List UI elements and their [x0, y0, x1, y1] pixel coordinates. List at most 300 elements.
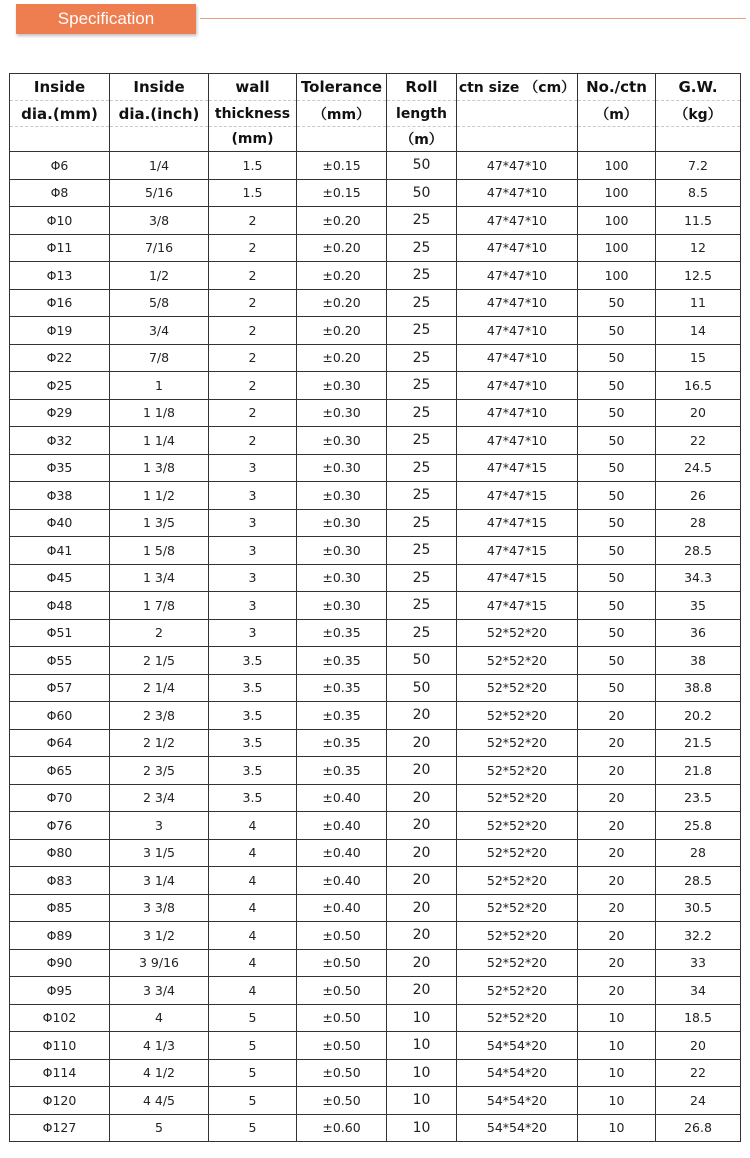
inside-dia-mm-cell: Φ110 — [10, 1032, 110, 1060]
wall-thickness-cell: 2 — [209, 344, 297, 372]
wall-thickness-cell: 3.5 — [209, 784, 297, 812]
wall-thickness-cell: 3 — [209, 509, 297, 537]
wall-thickness-cell: 5 — [209, 1087, 297, 1115]
roll-length-cell: 25 — [387, 537, 457, 565]
header-cell — [457, 127, 578, 152]
wall-thickness-cell: 3.5 — [209, 757, 297, 785]
quantity-per-carton-cell: 50 — [578, 399, 656, 427]
tolerance-cell: ±0.20 — [297, 317, 387, 345]
quantity-per-carton-cell: 50 — [578, 427, 656, 455]
header-cell: Inside — [10, 74, 110, 101]
roll-length-cell: 20 — [387, 949, 457, 977]
header-cell: G.W. — [656, 74, 741, 101]
header-cell — [656, 127, 741, 152]
table-row — [10, 482, 741, 510]
gross-weight-cell: 33 — [656, 949, 741, 977]
carton-size-cell: 52*52*20 — [457, 949, 578, 977]
gross-weight-cell: 16.5 — [656, 372, 741, 400]
carton-size-cell: 52*52*20 — [457, 1004, 578, 1032]
table-row — [10, 289, 741, 317]
carton-size-cell: 54*54*20 — [457, 1087, 578, 1115]
carton-size-cell: 47*47*15 — [457, 509, 578, 537]
carton-size-cell: 52*52*20 — [457, 812, 578, 840]
quantity-per-carton-cell: 100 — [578, 179, 656, 207]
wall-thickness-cell: 2 — [209, 262, 297, 290]
quantity-per-carton-cell: 20 — [578, 949, 656, 977]
gross-weight-cell: 38.8 — [656, 674, 741, 702]
header-cell — [457, 101, 578, 127]
inside-dia-mm-cell: Φ89 — [10, 922, 110, 950]
tolerance-cell: ±0.20 — [297, 344, 387, 372]
tolerance-cell: ±0.35 — [297, 757, 387, 785]
inside-dia-inch-cell: 1 3/8 — [110, 454, 209, 482]
carton-size-cell: 47*47*10 — [457, 372, 578, 400]
header-cell: （kg） — [656, 101, 741, 127]
carton-size-cell: 47*47*15 — [457, 564, 578, 592]
roll-length-cell: 20 — [387, 729, 457, 757]
carton-size-cell: 52*52*20 — [457, 757, 578, 785]
table-row — [10, 922, 741, 950]
header-cell — [297, 127, 387, 152]
inside-dia-mm-cell: Φ32 — [10, 427, 110, 455]
table-row — [10, 1114, 741, 1142]
tolerance-cell: ±0.30 — [297, 509, 387, 537]
inside-dia-mm-cell: Φ13 — [10, 262, 110, 290]
roll-length-cell: 25 — [387, 564, 457, 592]
wall-thickness-cell: 2 — [209, 234, 297, 262]
header-cell: length — [387, 101, 457, 127]
roll-length-cell: 50 — [387, 647, 457, 675]
header-cell: No./ctn — [578, 74, 656, 101]
tolerance-cell: ±0.40 — [297, 812, 387, 840]
carton-size-cell: 47*47*10 — [457, 262, 578, 290]
inside-dia-inch-cell: 4 1/3 — [110, 1032, 209, 1060]
header-cell: dia.(inch) — [110, 101, 209, 127]
tolerance-cell: ±0.20 — [297, 262, 387, 290]
roll-length-cell: 20 — [387, 867, 457, 895]
inside-dia-inch-cell: 2 1/2 — [110, 729, 209, 757]
gross-weight-cell: 23.5 — [656, 784, 741, 812]
carton-size-cell: 47*47*15 — [457, 537, 578, 565]
header-row-3 — [10, 127, 741, 152]
inside-dia-inch-cell: 2 3/4 — [110, 784, 209, 812]
roll-length-cell: 25 — [387, 619, 457, 647]
table-row — [10, 1087, 741, 1115]
wall-thickness-cell: 2 — [209, 207, 297, 235]
inside-dia-inch-cell: 2 3/8 — [110, 702, 209, 730]
inside-dia-inch-cell: 3 9/16 — [110, 949, 209, 977]
tolerance-cell: ±0.40 — [297, 867, 387, 895]
wall-thickness-cell: 2 — [209, 372, 297, 400]
inside-dia-inch-cell: 2 — [110, 619, 209, 647]
tolerance-cell: ±0.50 — [297, 977, 387, 1005]
tolerance-cell: ±0.50 — [297, 1004, 387, 1032]
roll-length-cell: 20 — [387, 922, 457, 950]
quantity-per-carton-cell: 100 — [578, 234, 656, 262]
gross-weight-cell: 14 — [656, 317, 741, 345]
gross-weight-cell: 7.2 — [656, 152, 741, 180]
header-cell: (mm) — [209, 127, 297, 152]
tolerance-cell: ±0.50 — [297, 1087, 387, 1115]
tolerance-cell: ±0.30 — [297, 482, 387, 510]
wall-thickness-cell: 4 — [209, 949, 297, 977]
inside-dia-inch-cell: 4 — [110, 1004, 209, 1032]
quantity-per-carton-cell: 20 — [578, 839, 656, 867]
spec-table — [9, 73, 741, 1142]
inside-dia-mm-cell: Φ60 — [10, 702, 110, 730]
inside-dia-mm-cell: Φ95 — [10, 977, 110, 1005]
gross-weight-cell: 22 — [656, 1059, 741, 1087]
quantity-per-carton-cell: 20 — [578, 729, 656, 757]
inside-dia-mm-cell: Φ57 — [10, 674, 110, 702]
inside-dia-mm-cell: Φ90 — [10, 949, 110, 977]
title-divider — [200, 18, 746, 19]
table-row — [10, 592, 741, 620]
inside-dia-mm-cell: Φ38 — [10, 482, 110, 510]
wall-thickness-cell: 2 — [209, 289, 297, 317]
gross-weight-cell: 28 — [656, 839, 741, 867]
inside-dia-mm-cell: Φ41 — [10, 537, 110, 565]
tolerance-cell: ±0.30 — [297, 564, 387, 592]
inside-dia-inch-cell: 7/16 — [110, 234, 209, 262]
tolerance-cell: ±0.20 — [297, 234, 387, 262]
gross-weight-cell: 26.8 — [656, 1114, 741, 1142]
header-cell: （m） — [387, 127, 457, 152]
inside-dia-mm-cell: Φ16 — [10, 289, 110, 317]
inside-dia-mm-cell: Φ48 — [10, 592, 110, 620]
table-row — [10, 894, 741, 922]
quantity-per-carton-cell: 20 — [578, 894, 656, 922]
quantity-per-carton-cell: 50 — [578, 289, 656, 317]
gross-weight-cell: 20 — [656, 399, 741, 427]
inside-dia-inch-cell: 1 3/5 — [110, 509, 209, 537]
wall-thickness-cell: 3 — [209, 537, 297, 565]
quantity-per-carton-cell: 50 — [578, 674, 656, 702]
inside-dia-mm-cell: Φ45 — [10, 564, 110, 592]
wall-thickness-cell: 3.5 — [209, 729, 297, 757]
wall-thickness-cell: 4 — [209, 839, 297, 867]
carton-size-cell: 47*47*10 — [457, 344, 578, 372]
carton-size-cell: 47*47*10 — [457, 289, 578, 317]
header-cell: Tolerance — [297, 74, 387, 101]
carton-size-cell: 52*52*20 — [457, 702, 578, 730]
inside-dia-mm-cell: Φ19 — [10, 317, 110, 345]
inside-dia-inch-cell: 5/16 — [110, 179, 209, 207]
gross-weight-cell: 12 — [656, 234, 741, 262]
inside-dia-mm-cell: Φ22 — [10, 344, 110, 372]
quantity-per-carton-cell: 10 — [578, 1032, 656, 1060]
table-row — [10, 317, 741, 345]
inside-dia-inch-cell: 1 1/2 — [110, 482, 209, 510]
specification-tab: Specification — [16, 4, 196, 34]
table-row — [10, 207, 741, 235]
inside-dia-inch-cell: 1 3/4 — [110, 564, 209, 592]
inside-dia-mm-cell: Φ127 — [10, 1114, 110, 1142]
inside-dia-mm-cell: Φ83 — [10, 867, 110, 895]
table-row — [10, 509, 741, 537]
wall-thickness-cell: 3 — [209, 454, 297, 482]
inside-dia-inch-cell: 1 — [110, 372, 209, 400]
table-row — [10, 674, 741, 702]
table-row — [10, 812, 741, 840]
wall-thickness-cell: 2 — [209, 427, 297, 455]
header-cell: dia.(mm) — [10, 101, 110, 127]
carton-size-cell: 47*47*10 — [457, 427, 578, 455]
inside-dia-mm-cell: Φ11 — [10, 234, 110, 262]
inside-dia-mm-cell: Φ8 — [10, 179, 110, 207]
tolerance-cell: ±0.35 — [297, 619, 387, 647]
inside-dia-inch-cell: 3 1/5 — [110, 839, 209, 867]
inside-dia-inch-cell: 2 1/5 — [110, 647, 209, 675]
tolerance-cell: ±0.35 — [297, 702, 387, 730]
roll-length-cell: 25 — [387, 234, 457, 262]
inside-dia-inch-cell: 5/8 — [110, 289, 209, 317]
roll-length-cell: 25 — [387, 509, 457, 537]
tolerance-cell: ±0.30 — [297, 427, 387, 455]
inside-dia-mm-cell: Φ120 — [10, 1087, 110, 1115]
carton-size-cell: 52*52*20 — [457, 977, 578, 1005]
inside-dia-inch-cell: 2 3/5 — [110, 757, 209, 785]
header-cell: （m） — [578, 101, 656, 127]
roll-length-cell: 25 — [387, 427, 457, 455]
wall-thickness-cell: 2 — [209, 317, 297, 345]
inside-dia-inch-cell: 4 1/2 — [110, 1059, 209, 1087]
carton-size-cell: 52*52*20 — [457, 729, 578, 757]
carton-size-cell: 52*52*20 — [457, 867, 578, 895]
wall-thickness-cell: 5 — [209, 1059, 297, 1087]
quantity-per-carton-cell: 50 — [578, 647, 656, 675]
tolerance-cell: ±0.30 — [297, 537, 387, 565]
header-cell: Inside — [110, 74, 209, 101]
gross-weight-cell: 11 — [656, 289, 741, 317]
quantity-per-carton-cell: 20 — [578, 757, 656, 785]
roll-length-cell: 25 — [387, 454, 457, 482]
roll-length-cell: 10 — [387, 1004, 457, 1032]
carton-size-cell: 52*52*20 — [457, 784, 578, 812]
quantity-per-carton-cell: 20 — [578, 922, 656, 950]
tolerance-cell: ±0.60 — [297, 1114, 387, 1142]
gross-weight-cell: 21.8 — [656, 757, 741, 785]
carton-size-cell: 52*52*20 — [457, 647, 578, 675]
inside-dia-mm-cell: Φ55 — [10, 647, 110, 675]
table-row — [10, 537, 741, 565]
quantity-per-carton-cell: 50 — [578, 509, 656, 537]
wall-thickness-cell: 3.5 — [209, 647, 297, 675]
carton-size-cell: 47*47*10 — [457, 152, 578, 180]
tolerance-cell: ±0.30 — [297, 399, 387, 427]
roll-length-cell: 20 — [387, 977, 457, 1005]
inside-dia-mm-cell: Φ64 — [10, 729, 110, 757]
gross-weight-cell: 28.5 — [656, 867, 741, 895]
wall-thickness-cell: 2 — [209, 399, 297, 427]
header-cell: thickness — [209, 101, 297, 127]
table-row — [10, 867, 741, 895]
roll-length-cell: 50 — [387, 179, 457, 207]
carton-size-cell: 47*47*10 — [457, 179, 578, 207]
carton-size-cell: 54*54*20 — [457, 1114, 578, 1142]
wall-thickness-cell: 5 — [209, 1114, 297, 1142]
inside-dia-inch-cell: 3 3/4 — [110, 977, 209, 1005]
roll-length-cell: 25 — [387, 372, 457, 400]
gross-weight-cell: 36 — [656, 619, 741, 647]
wall-thickness-cell: 4 — [209, 922, 297, 950]
roll-length-cell: 25 — [387, 289, 457, 317]
header-cell: ctn size （cm） — [457, 74, 578, 101]
table-row — [10, 784, 741, 812]
quantity-per-carton-cell: 20 — [578, 812, 656, 840]
tolerance-cell: ±0.20 — [297, 289, 387, 317]
quantity-per-carton-cell: 100 — [578, 152, 656, 180]
carton-size-cell: 52*52*20 — [457, 922, 578, 950]
tolerance-cell: ±0.35 — [297, 647, 387, 675]
tolerance-cell: ±0.20 — [297, 207, 387, 235]
inside-dia-mm-cell: Φ114 — [10, 1059, 110, 1087]
inside-dia-inch-cell: 1 1/4 — [110, 427, 209, 455]
table-row — [10, 399, 741, 427]
roll-length-cell: 10 — [387, 1059, 457, 1087]
roll-length-cell: 20 — [387, 839, 457, 867]
inside-dia-mm-cell: Φ70 — [10, 784, 110, 812]
wall-thickness-cell: 4 — [209, 894, 297, 922]
quantity-per-carton-cell: 10 — [578, 1087, 656, 1115]
table-row — [10, 344, 741, 372]
table-row — [10, 1059, 741, 1087]
inside-dia-mm-cell: Φ80 — [10, 839, 110, 867]
roll-length-cell: 20 — [387, 812, 457, 840]
roll-length-cell: 50 — [387, 152, 457, 180]
quantity-per-carton-cell: 20 — [578, 867, 656, 895]
wall-thickness-cell: 5 — [209, 1004, 297, 1032]
quantity-per-carton-cell: 50 — [578, 564, 656, 592]
gross-weight-cell: 30.5 — [656, 894, 741, 922]
inside-dia-inch-cell: 3 3/8 — [110, 894, 209, 922]
inside-dia-mm-cell: Φ10 — [10, 207, 110, 235]
tolerance-cell: ±0.50 — [297, 1032, 387, 1060]
roll-length-cell: 25 — [387, 592, 457, 620]
gross-weight-cell: 24 — [656, 1087, 741, 1115]
wall-thickness-cell: 3 — [209, 619, 297, 647]
roll-length-cell: 20 — [387, 702, 457, 730]
table-row — [10, 647, 741, 675]
carton-size-cell: 47*47*15 — [457, 592, 578, 620]
roll-length-cell: 25 — [387, 317, 457, 345]
inside-dia-mm-cell: Φ6 — [10, 152, 110, 180]
roll-length-cell: 10 — [387, 1032, 457, 1060]
inside-dia-inch-cell: 3 1/4 — [110, 867, 209, 895]
quantity-per-carton-cell: 20 — [578, 702, 656, 730]
header-cell — [110, 127, 209, 152]
quantity-per-carton-cell: 50 — [578, 482, 656, 510]
wall-thickness-cell: 3 — [209, 564, 297, 592]
carton-size-cell: 52*52*20 — [457, 894, 578, 922]
gross-weight-cell: 28 — [656, 509, 741, 537]
header-cell — [578, 127, 656, 152]
header-row-1 — [10, 74, 741, 101]
gross-weight-cell: 38 — [656, 647, 741, 675]
carton-size-cell: 47*47*10 — [457, 234, 578, 262]
tolerance-cell: ±0.50 — [297, 1059, 387, 1087]
header-row-2 — [10, 101, 741, 127]
quantity-per-carton-cell: 20 — [578, 784, 656, 812]
quantity-per-carton-cell: 50 — [578, 344, 656, 372]
inside-dia-inch-cell: 1/2 — [110, 262, 209, 290]
gross-weight-cell: 8.5 — [656, 179, 741, 207]
gross-weight-cell: 34 — [656, 977, 741, 1005]
roll-length-cell: 10 — [387, 1114, 457, 1142]
gross-weight-cell: 12.5 — [656, 262, 741, 290]
table-row — [10, 1004, 741, 1032]
inside-dia-mm-cell: Φ25 — [10, 372, 110, 400]
tolerance-cell: ±0.35 — [297, 729, 387, 757]
quantity-per-carton-cell: 100 — [578, 207, 656, 235]
table-row — [10, 949, 741, 977]
carton-size-cell: 54*54*20 — [457, 1059, 578, 1087]
tolerance-cell: ±0.15 — [297, 152, 387, 180]
gross-weight-cell: 20 — [656, 1032, 741, 1060]
quantity-per-carton-cell: 20 — [578, 977, 656, 1005]
tolerance-cell: ±0.40 — [297, 894, 387, 922]
gross-weight-cell: 32.2 — [656, 922, 741, 950]
header-cell: wall — [209, 74, 297, 101]
wall-thickness-cell: 1.5 — [209, 152, 297, 180]
carton-size-cell: 47*47*15 — [457, 482, 578, 510]
header-cell — [10, 127, 110, 152]
wall-thickness-cell: 3.5 — [209, 674, 297, 702]
quantity-per-carton-cell: 10 — [578, 1114, 656, 1142]
quantity-per-carton-cell: 100 — [578, 262, 656, 290]
table-row — [10, 757, 741, 785]
quantity-per-carton-cell: 50 — [578, 619, 656, 647]
inside-dia-inch-cell: 3 — [110, 812, 209, 840]
gross-weight-cell: 35 — [656, 592, 741, 620]
tolerance-cell: ±0.35 — [297, 674, 387, 702]
table-row — [10, 729, 741, 757]
roll-length-cell: 25 — [387, 399, 457, 427]
header-cell: （mm） — [297, 101, 387, 127]
table-row — [10, 427, 741, 455]
carton-size-cell: 47*47*10 — [457, 207, 578, 235]
roll-length-cell: 20 — [387, 784, 457, 812]
carton-size-cell: 52*52*20 — [457, 619, 578, 647]
wall-thickness-cell: 3 — [209, 482, 297, 510]
inside-dia-mm-cell: Φ65 — [10, 757, 110, 785]
gross-weight-cell: 21.5 — [656, 729, 741, 757]
wall-thickness-cell: 4 — [209, 867, 297, 895]
roll-length-cell: 25 — [387, 344, 457, 372]
inside-dia-inch-cell: 2 1/4 — [110, 674, 209, 702]
wall-thickness-cell: 5 — [209, 1032, 297, 1060]
inside-dia-inch-cell: 4 4/5 — [110, 1087, 209, 1115]
wall-thickness-cell: 4 — [209, 812, 297, 840]
gross-weight-cell: 11.5 — [656, 207, 741, 235]
quantity-per-carton-cell: 10 — [578, 1004, 656, 1032]
inside-dia-mm-cell: Φ102 — [10, 1004, 110, 1032]
gross-weight-cell: 22 — [656, 427, 741, 455]
table-row — [10, 839, 741, 867]
table-row — [10, 234, 741, 262]
roll-length-cell: 25 — [387, 207, 457, 235]
tolerance-cell: ±0.40 — [297, 839, 387, 867]
gross-weight-cell: 28.5 — [656, 537, 741, 565]
wall-thickness-cell: 3.5 — [209, 702, 297, 730]
quantity-per-carton-cell: 50 — [578, 592, 656, 620]
quantity-per-carton-cell: 10 — [578, 1059, 656, 1087]
inside-dia-inch-cell: 7/8 — [110, 344, 209, 372]
wall-thickness-cell: 1.5 — [209, 179, 297, 207]
carton-size-cell: 52*52*20 — [457, 674, 578, 702]
inside-dia-inch-cell: 1 5/8 — [110, 537, 209, 565]
tolerance-cell: ±0.30 — [297, 454, 387, 482]
